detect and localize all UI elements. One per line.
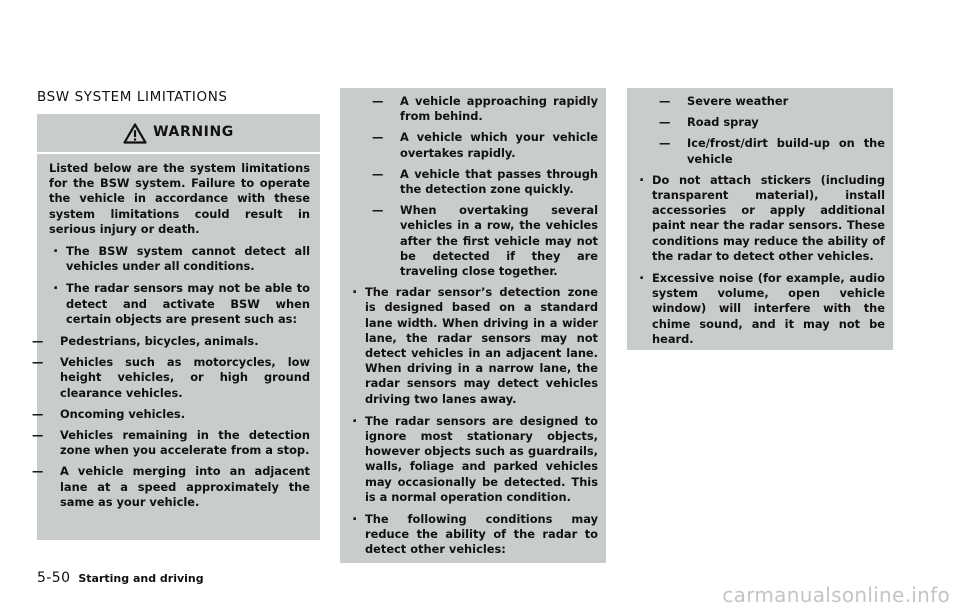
section-title: BSW SYSTEM LIMITATIONS [37,89,228,105]
dash-item: — A vehicle approaching rapidly from behind. [372,94,598,124]
watermark: carmanualsonline.info [722,583,950,607]
bullet-item: . The radar sensors are designed to ignore most stationary objects, however objects such as guardrails, walls, foliage and parked vehicles may occasionally be detected. This is a normal operation condition. [348,414,598,505]
warning-panel-column-2 [340,88,606,563]
dash-item: — Oncoming vehicles. [32,407,310,422]
page-footer [37,570,204,586]
warning-panel-column-1 [37,114,320,540]
objects-list-continued [372,94,598,279]
bullet-item [49,281,310,327]
warning-label: WARNING [153,124,234,141]
dash-item: — Ice/frost/dirt build-up on the vehicle [659,136,885,166]
objects-list [32,334,310,510]
bullet-list [348,285,598,557]
dash-item: — A vehicle which your vehicle overtakes rapidly. [372,130,598,160]
warning-panel-column-3 [627,88,893,350]
warning-intro: Listed below are the system limitations for the BSW system. Failure to operate the vehicle in accordance with these system limitations could result in serious injury or death. [49,161,310,236]
page-number: 5-50 [37,570,71,586]
dash-item: — A vehicle that passes through the detection zone quickly. [372,167,598,197]
warning-header [37,114,320,154]
conditions-list [659,94,885,167]
warning-triangle-icon [123,123,147,144]
bullet-item: . The radar sensor’s detection zone is designed based on a standard lane width. When driving in a wider lane, the radar sensors may not detect vehicles in an adjacent lane. When driving in a narrow lane, the radar sensors may detect vehicles driving two lanes away. [348,285,598,407]
dash-item: — When overtaking several vehicles in a row, the vehicles after the first vehicle may not be detected if they are traveling close together. [372,203,598,279]
dash-item: — Pedestrians, bicycles, animals. [32,334,310,349]
bullet-item: . The following conditions may reduce the ability of the radar to detect other vehicles: [348,512,598,558]
dash-item: — Road spray [659,115,885,130]
bullet-list [635,173,885,347]
bullet-item: . The BSW system cannot detect all vehicles under all conditions. [49,244,310,274]
dash-item: — A vehicle merging into an adjacent lane at a speed approximately the same as your vehicle. [32,464,310,510]
bullet-item: . Do not attach stickers (including transparent material), install accessories or apply additional paint near the radar sensors. These conditions may reduce the ability of the radar to detect other vehicles. [635,173,885,264]
dash-item: — Severe weather [659,94,885,109]
dash-item: — Vehicles remaining in the detection zone when you accelerate from a stop. [32,428,310,458]
dash-item: — Vehicles such as motorcycles, low height vehicles, or high ground clearance vehicles. [32,355,310,401]
bullet-item: . Excessive noise (for example, audio system volume, open vehicle window) will interfere with the chime sound, and it may not be heard. [635,271,885,347]
bullet-list [49,244,310,327]
bullet-text: The radar sensors may not be able to detect and activate BSW when certain objects are present such as: [66,281,310,326]
chapter-title: Starting and driving [78,572,204,585]
